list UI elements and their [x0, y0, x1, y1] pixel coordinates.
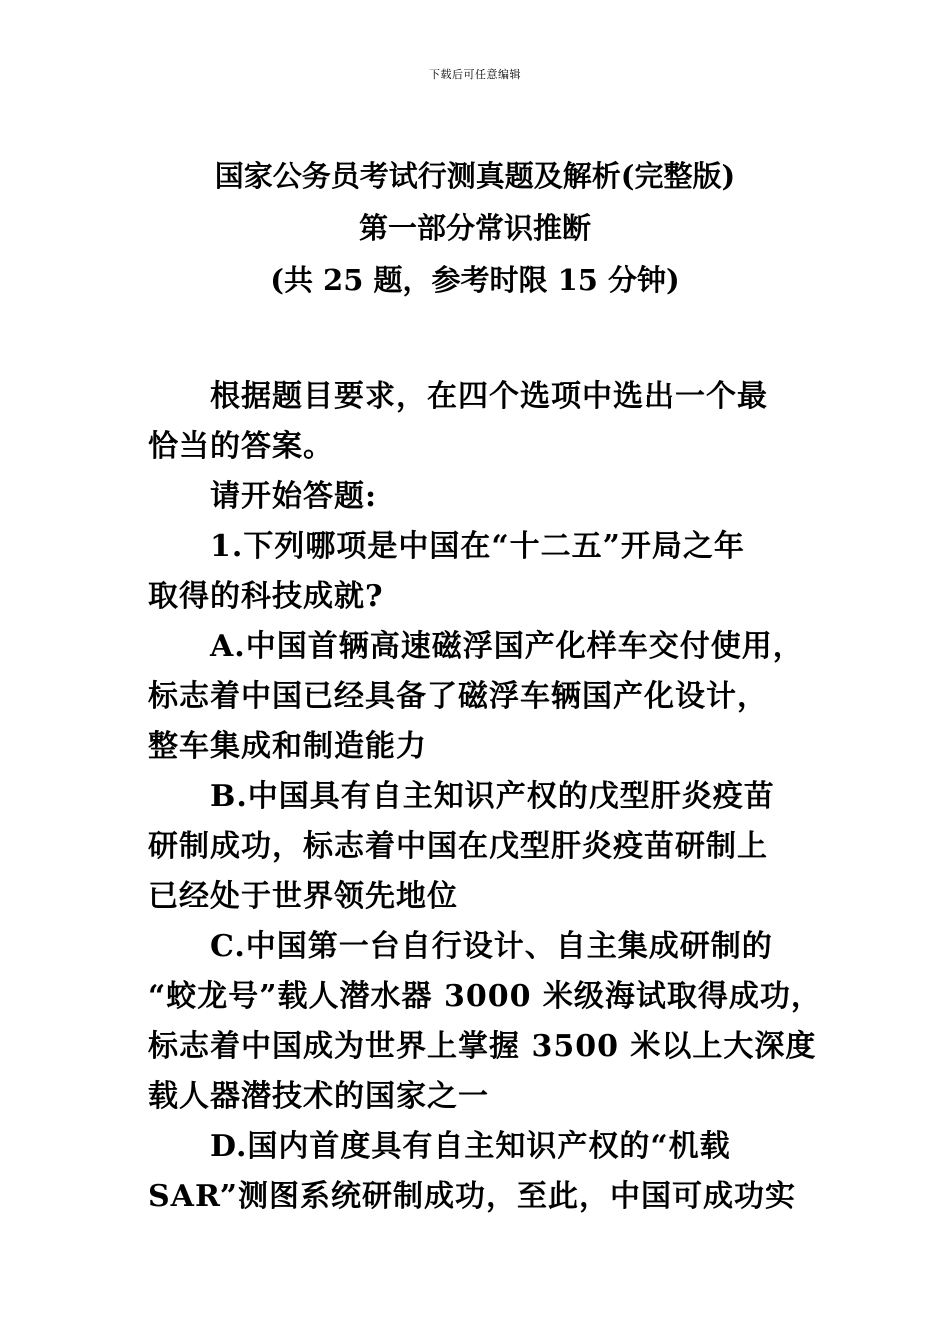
document-title: 国家公务员考试行测真题及解析(完整版) — [214, 159, 736, 193]
question-1-stem-line-1: 1.下列哪项是中国在“十二五”开局之年 — [210, 529, 745, 564]
section-title: 第一部分常识推断 — [358, 211, 591, 245]
option-b-line-3: 已经处于世界领先地位 — [148, 879, 458, 914]
start-paragraph — [148, 472, 808, 522]
option-b-line-2: 研制成功，标志着中国在戊型肝炎疫苗研制上 — [148, 829, 768, 864]
title-block — [0, 150, 950, 306]
instructions-paragraph — [148, 372, 808, 472]
option-a-line-3: 整车集成和制造能力 — [148, 729, 427, 764]
option-b-line-1: B.中国具有自主知识产权的戊型肝炎疫苗 — [210, 779, 775, 814]
option-d-line-2: SAR”测图系统研制成功，至此，中国可成功实 — [148, 1179, 797, 1214]
instructions-line-2: 恰当的答案。 — [148, 429, 334, 464]
option-a — [148, 622, 808, 772]
option-c — [148, 922, 822, 1122]
option-b — [148, 772, 808, 922]
option-c-line-2: “蛟龙号”载人潜水器 3000 米级海试取得成功， — [148, 979, 822, 1014]
section-subtitle: (共 25 题，参考时限 15 分钟) — [270, 263, 680, 297]
question-1-stem — [148, 522, 808, 622]
option-a-line-1: A.中国首辆高速磁浮国产化样车交付使用， — [210, 629, 804, 664]
option-c-line-1: C.中国第一台自行设计、自主集成研制的 — [210, 929, 773, 964]
header-note: 下载后可任意编辑 — [429, 68, 521, 81]
option-d — [148, 1122, 808, 1222]
question-1-stem-line-2: 取得的科技成就? — [148, 579, 384, 614]
body-text — [148, 372, 822, 1222]
instructions-line-1: 根据题目要求，在四个选项中选出一个最 — [210, 379, 768, 414]
option-a-line-2: 标志着中国已经具备了磁浮车辆国产化设计， — [148, 679, 768, 714]
option-c-line-3: 标志着中国成为世界上掌握 3500 米以上大深度 — [148, 1029, 817, 1064]
start-line: 请开始答题: — [210, 479, 378, 514]
option-c-line-4: 载人器潜技术的国家之一 — [148, 1079, 489, 1114]
option-d-line-1: D.国内首度具有自主知识产权的“机载 — [210, 1129, 731, 1164]
